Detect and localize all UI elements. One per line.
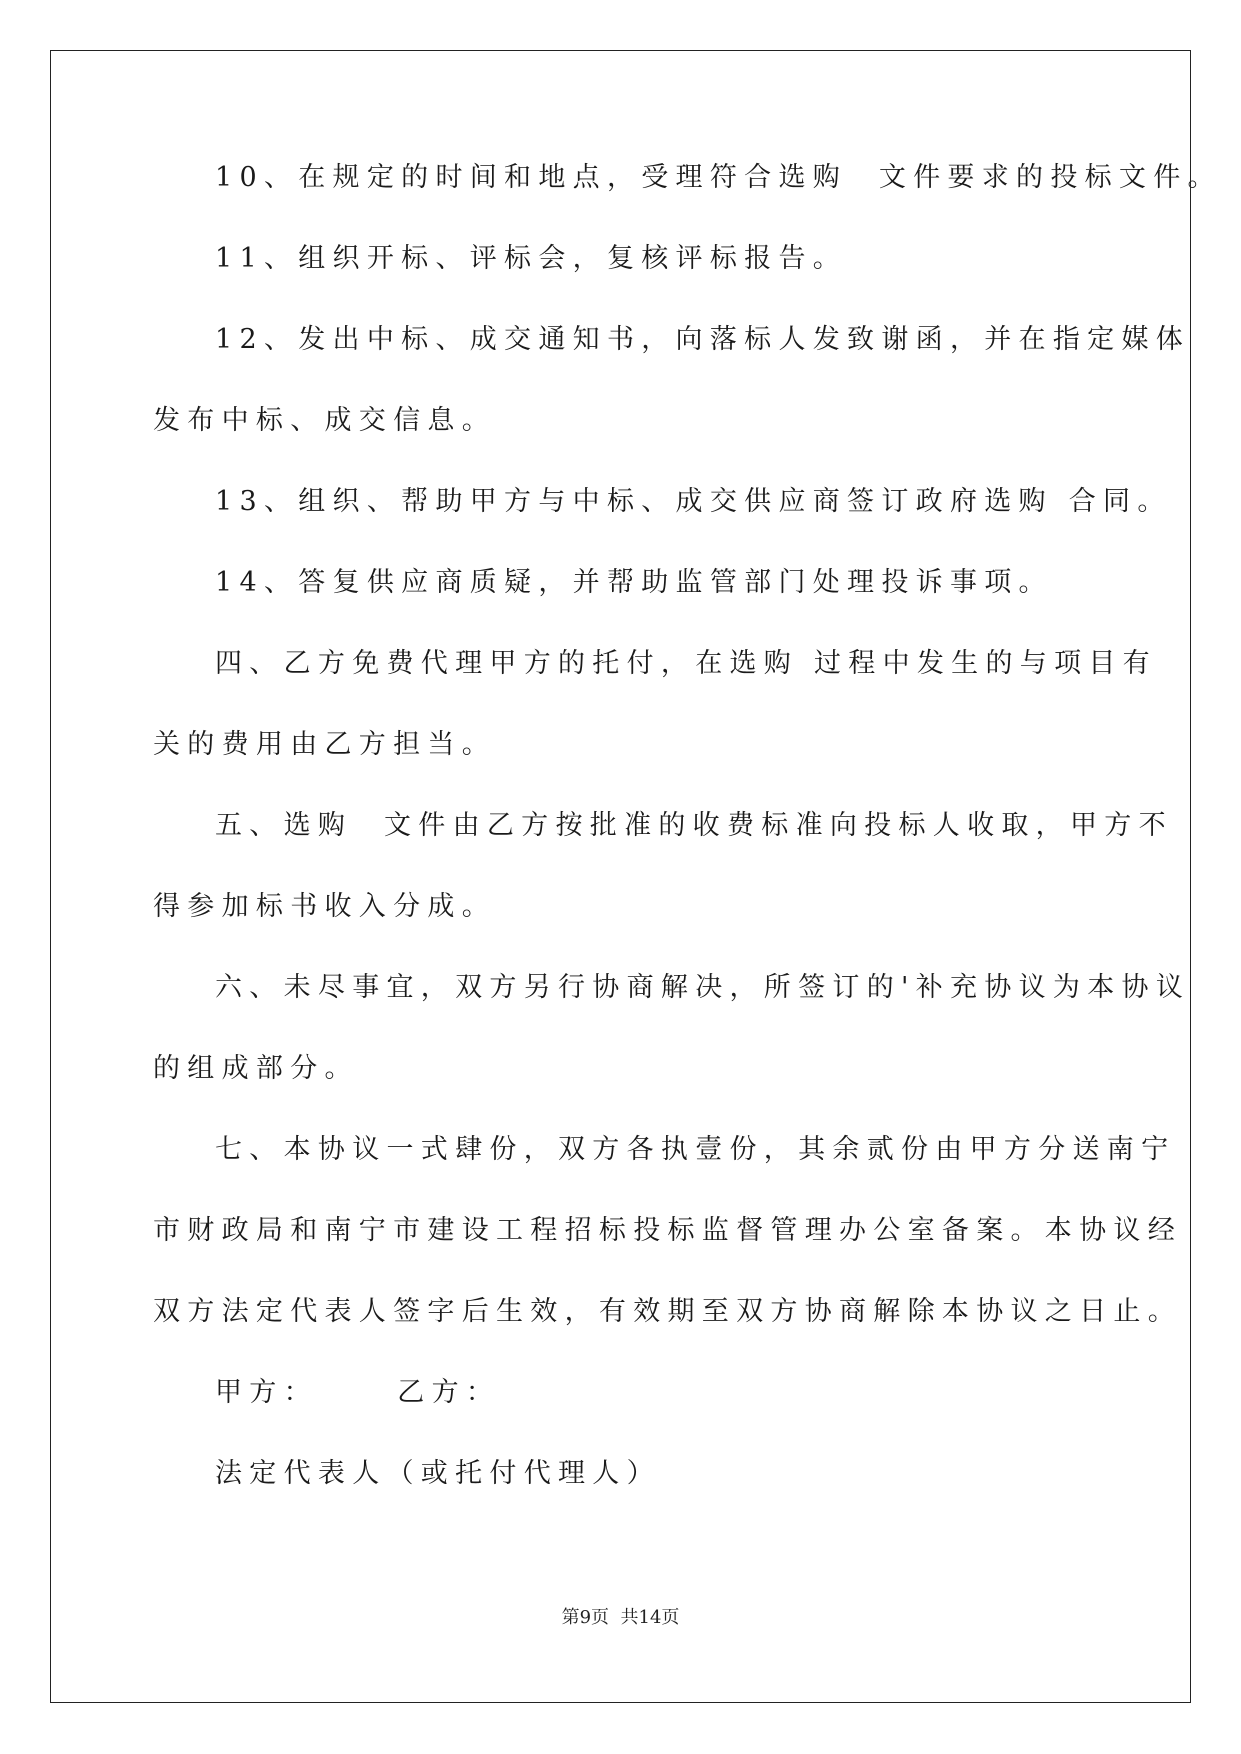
paragraph-line: 10、在规定的时间和地点，受理符合选购 文件要求的投标文件。 — [215, 162, 1222, 193]
paragraph-line: 11、组织开标、评标会，复核评标报告。 — [215, 243, 848, 274]
paragraph-line: 12、发出中标、成交通知书，向落标人发致谢函，并在指定媒体 — [215, 324, 1191, 355]
legal-representative-line: 法定代表人（或托付代理人） — [215, 1458, 661, 1489]
paragraph-line: 四、乙方免费代理甲方的托付，在选购 过程中发生的与项目有 — [215, 648, 1157, 679]
paragraph-line: 七、本协议一式肆份，双方各执壹份，其余贰份由甲方分送南宁 — [215, 1134, 1176, 1165]
paragraph-line: 市财政局和南宁市建设工程招标投标监督管理办公室备案。本协议经 — [153, 1215, 1182, 1246]
paragraph-line: 得参加标书收入分成。 — [153, 891, 496, 922]
paragraph-line: 关的费用由乙方担当。 — [153, 729, 496, 760]
paragraph-line: 的组成部分。 — [153, 1053, 359, 1084]
page-footer — [0, 1603, 1241, 1629]
page-number: 第9页 共14页 — [561, 1607, 680, 1628]
paragraph-line: 五、选购 文件由乙方按批准的收费标准向投标人收取，甲方不 — [215, 810, 1173, 841]
paragraph-line: 发布中标、成交信息。 — [153, 405, 496, 436]
paragraph-line: 双方法定代表人签字后生效，有效期至双方协商解除本协议之日止。 — [153, 1296, 1182, 1327]
paragraph-line: 六、未尽事宜，双方另行协商解决，所签订的'补充协议为本协议 — [215, 972, 1191, 1003]
signature-parties-line: 甲方： 乙方： — [215, 1377, 501, 1408]
paragraph-line: 14、答复供应商质疑，并帮助监管部门处理投诉事项。 — [215, 567, 1053, 598]
document-body — [153, 158, 1222, 1535]
paragraph-line: 13、组织、帮助甲方与中标、成交供应商签订政府选购 合同。 — [215, 486, 1172, 517]
